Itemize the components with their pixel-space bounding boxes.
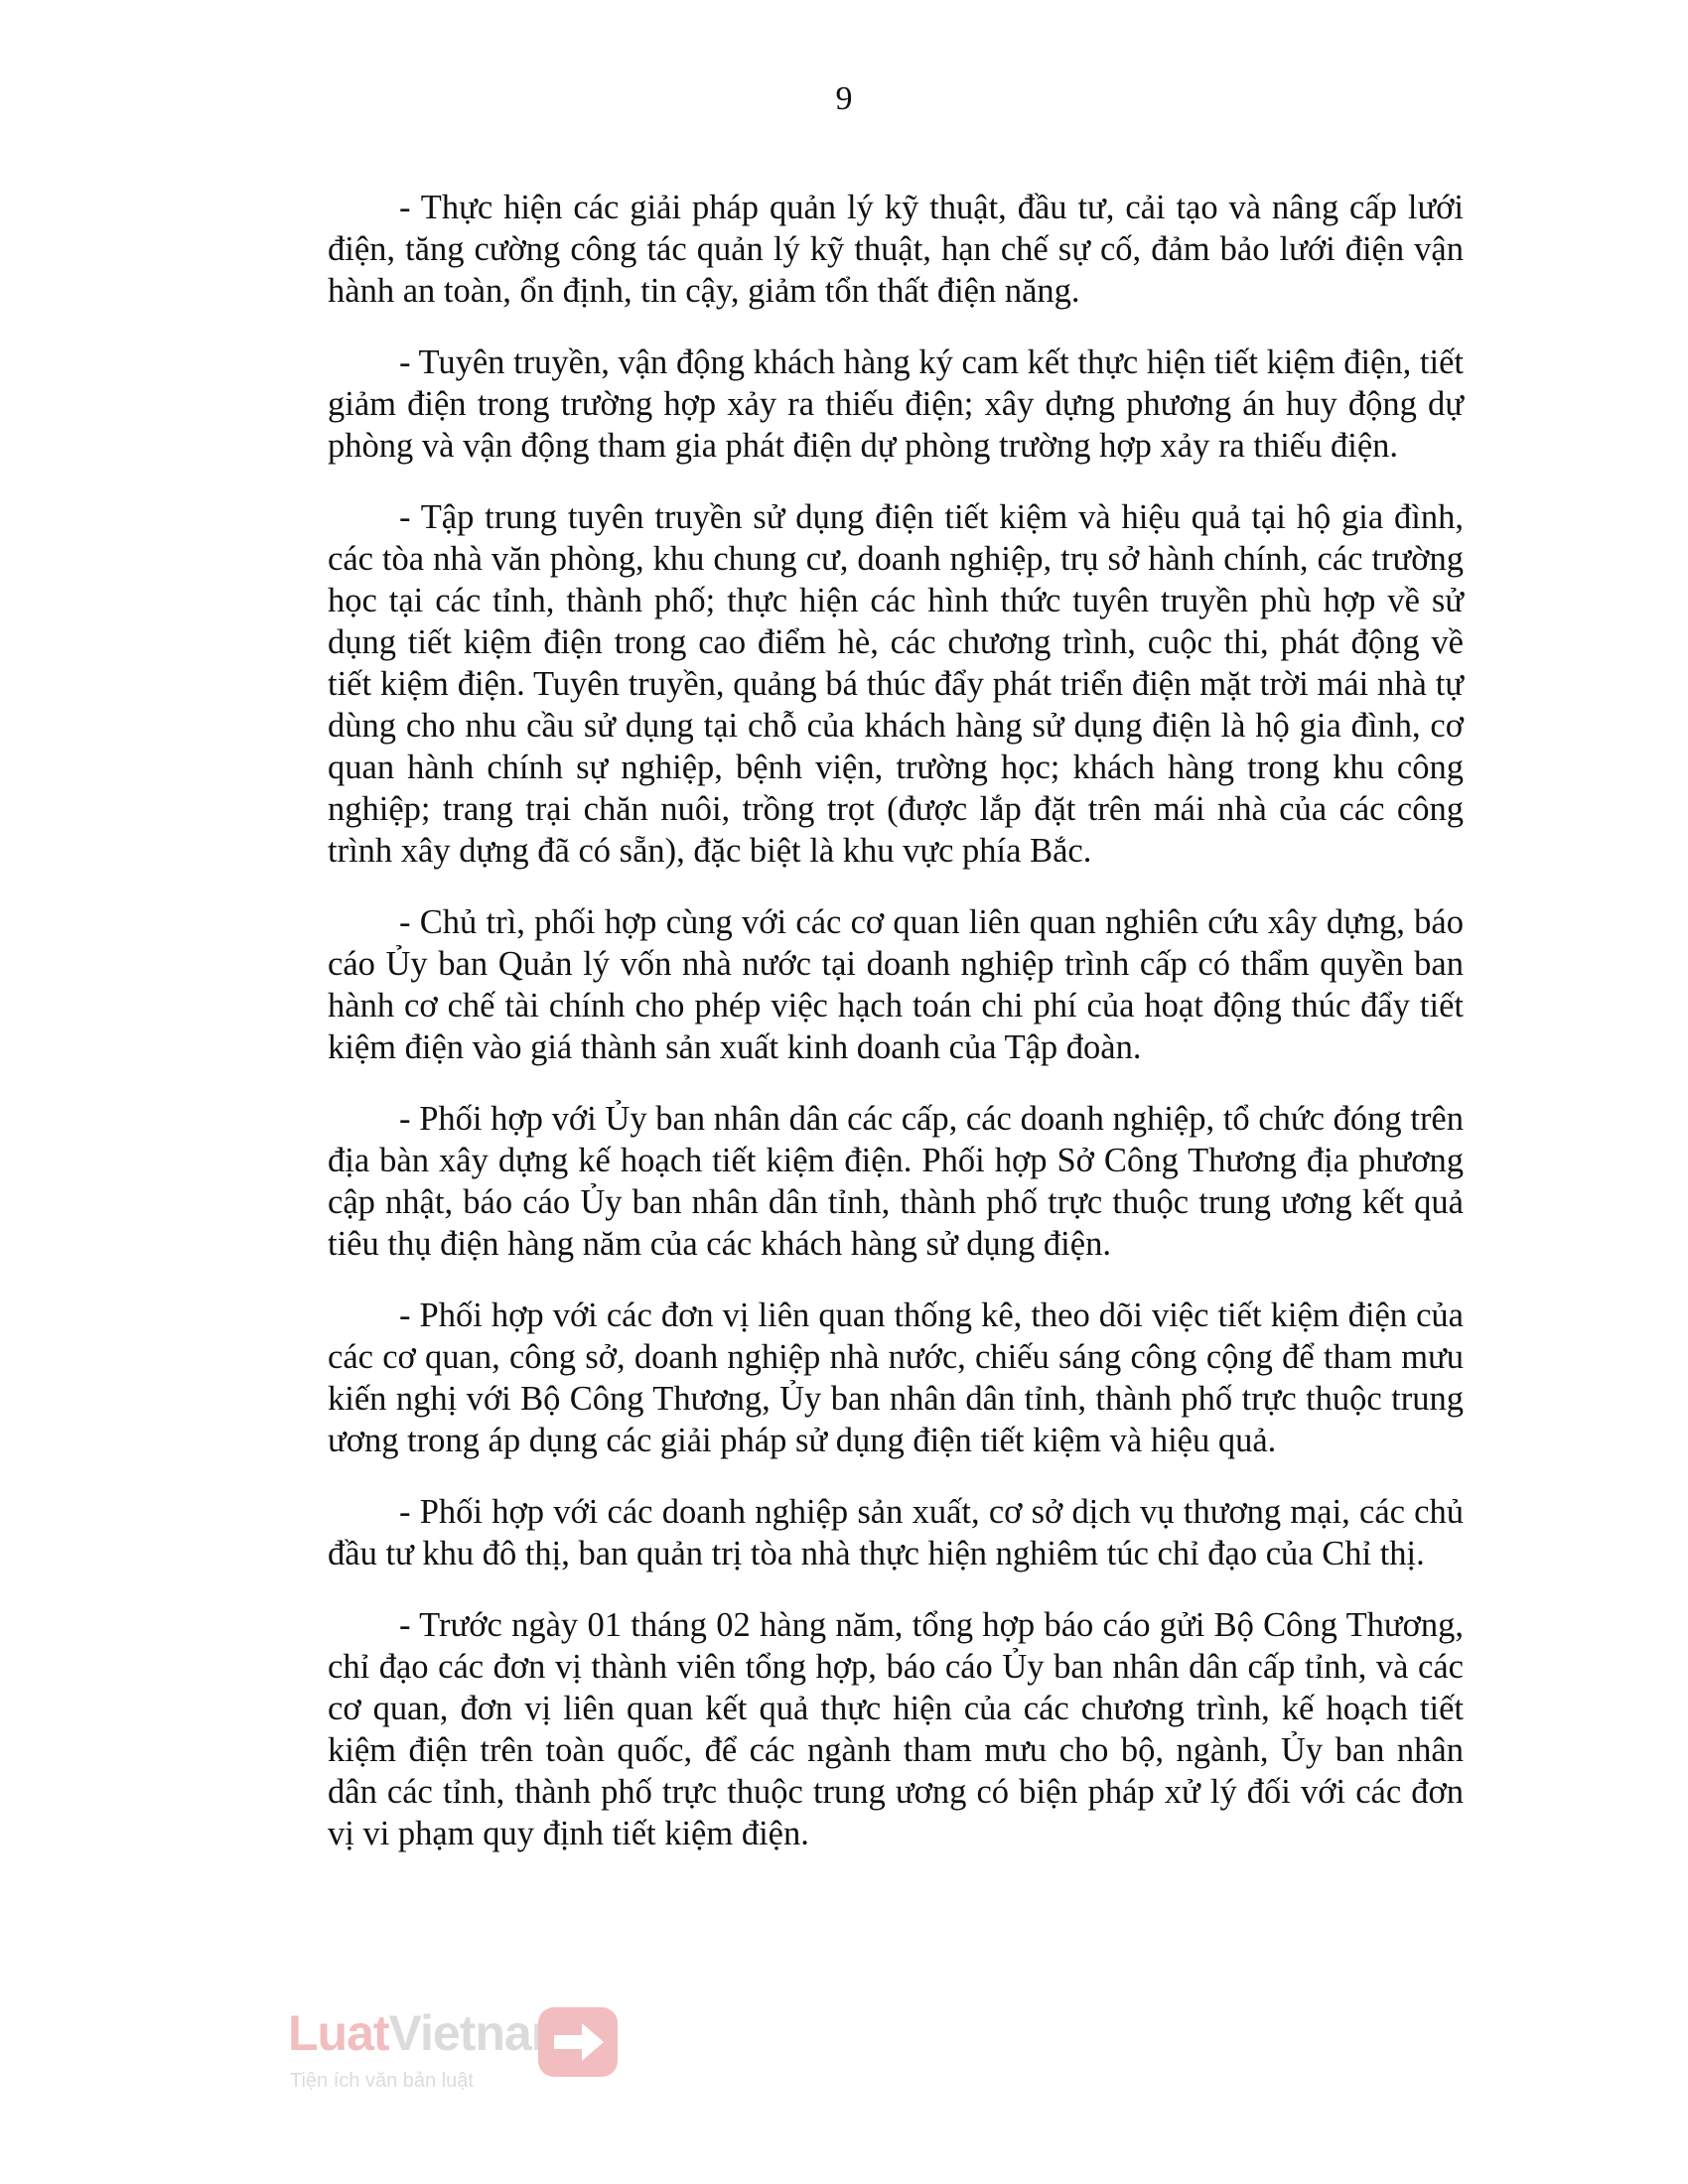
document-body	[328, 187, 1464, 1884]
page-number: 9	[835, 80, 853, 117]
watermark-tagline: Tiện ích văn bản luật	[290, 2070, 474, 2092]
watermark-brand-luat: Luat	[288, 2005, 389, 2061]
watermark-brand	[288, 2003, 574, 2063]
paragraph-5: - Phối hợp với Ủy ban nhân dân các cấp, các doanh nghiệp, tổ chức đóng trên địa bàn xây dựng kế hoạch tiết kiệm điện. Phối hợp Sở Công Thương địa phương cập nhật, báo cáo Ủy ban nhân dân tỉnh, thành phố trực thuộc trung ương kết quả tiêu thụ điện hàng năm của các khách hàng sử dụng điện.	[328, 1100, 1464, 1263]
watermark-brand-vietnam: Vietnam	[388, 2005, 575, 2061]
watermark-logo	[288, 2003, 645, 2113]
paragraph-8: - Trước ngày 01 tháng 02 hàng năm, tổng hợp báo cáo gửi Bộ Công Thương, chỉ đạo các đơn vị thành viên tổng hợp, báo cáo Ủy ban nhân dân cấp tỉnh, và các cơ quan, đơn vị liên quan kết quả thực hiện của các chương trình, kế hoạch tiết kiệm điện trên toàn quốc, để các ngành tham mưu cho bộ, ngành, Ủy ban nhân dân các tỉnh, thành phố trực thuộc trung ương có biện pháp xử lý đối với các đơn vị vi phạm quy định tiết kiệm điện.	[328, 1606, 1464, 1852]
paragraph-6: - Phối hợp với các đơn vị liên quan thống kê, theo dõi việc tiết kiệm điện của các cơ quan, công sở, doanh nghiệp nhà nước, chiếu sáng công cộng để tham mưu kiến nghị với Bộ Công Thương, Ủy ban nhân dân tỉnh, thành phố trực thuộc trung ương trong áp dụng các giải pháp sử dụng điện tiết kiệm và hiệu quả.	[328, 1297, 1464, 1459]
paragraph-7: - Phối hợp với các doanh nghiệp sản xuất, cơ sở dịch vụ thương mại, các chủ đầu tư khu đô thị, ban quản trị tòa nhà thực hiện nghiêm túc chỉ đạo của Chỉ thị.	[328, 1493, 1464, 1572]
paragraph-3: - Tập trung tuyên truyền sử dụng điện tiết kiệm và hiệu quả tại hộ gia đình, các tòa nhà văn phòng, khu chung cư, doanh nghiệp, trụ sở hành chính, các trường học tại các tỉnh, thành phố; thực hiện các hình thức tuyên truyền phù hợp về sử dụng tiết kiệm điện trong cao điểm hè, các chương trình, cuộc thi, phát động về tiết kiệm điện. Tuyên truyền, quảng bá thúc đẩy phát triển điện mặt trời mái nhà tự dùng cho nhu cầu sử dụng tại chỗ của khách hàng sử dụng điện là hộ gia đình, cơ quan hành chính sự nghiệp, bệnh viện, trường học; khách hàng trong khu công nghiệp; trang trại chăn nuôi, trồng trọt (được lắp đặt trên mái nhà của các công trình xây dựng đã có sẵn), đặc biệt là khu vực phía Bắc.	[328, 498, 1464, 870]
paragraph-1: - Thực hiện các giải pháp quản lý kỹ thuật, đầu tư, cải tạo và nâng cấp lưới điện, tăng cường công tác quản lý kỹ thuật, hạn chế sự cố, đảm bảo lưới điện vận hành an toàn, ổn định, tin cậy, giảm tổn thất điện năng.	[328, 189, 1464, 310]
paragraph-4: - Chủ trì, phối hợp cùng với các cơ quan liên quan nghiên cứu xây dựng, báo cáo Ủy ban Quản lý vốn nhà nước tại doanh nghiệp trình cấp có thẩm quyền ban hành cơ chế tài chính cho phép việc hạch toán chi phí của hoạt động thúc đẩy tiết kiệm điện vào giá thành sản xuất kinh doanh của Tập đoàn.	[328, 903, 1464, 1066]
paragraph-2: - Tuyên truyền, vận động khách hàng ký cam kết thực hiện tiết kiệm điện, tiết giảm điện trong trường hợp xảy ra thiếu điện; xây dựng phương án huy động dự phòng và vận động tham gia phát điện dự phòng trường hợp xảy ra thiếu điện.	[328, 343, 1464, 465]
arrow-right-icon	[534, 2003, 622, 2081]
